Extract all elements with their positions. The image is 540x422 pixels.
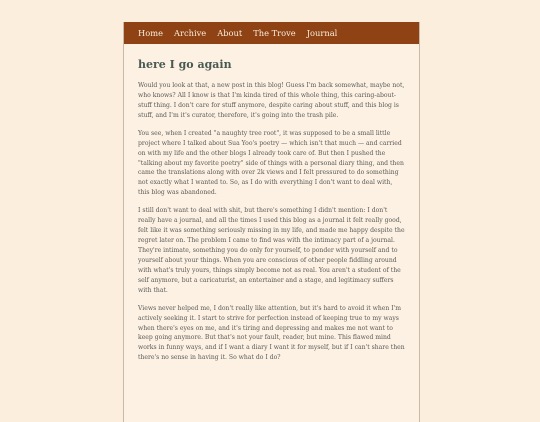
top-nav	[124, 22, 419, 44]
post-paragraph: You see, when I created "a naughty tree root", it was supposed to be a small little project where I talked about Sua Yoo's poetry — which isn't that much — and carried on with my life and the other blogs I already took care of. But then I pushed the "talking about my favorite poetry" side of things with a personal diary thing, and then came the translations along with over 2k views and I felt pressured to do something not exactly what I wanted to. So, as I do with everything I don't want to deal with, this blog was abandoned.	[138, 129, 404, 197]
post-paragraph: Would you look at that, a new post in this blog! Guess I'm back somewhat, maybe not, who knows? All I know is that I'm kinda tired of this whole thing, this caring-about-stuff thing. I don't care for stuff anymore, despite caring about stuff, and this blog is stuff, and I'm it's curator, therefore, it's going into the trash pile.	[138, 82, 405, 119]
nav-home-link[interactable]: Home	[138, 28, 164, 38]
nav-the-trove-link[interactable]: The Trove	[253, 28, 296, 38]
post-content	[124, 44, 419, 363]
post-title: here I go again	[138, 58, 232, 71]
post-paragraph: I still don't want to deal with shit, but there's something I didn't mention: I don't really have a journal, and all the times I used this blog as a journal it felt really good, felt like it was something seriously missing in my life, and made me happy despite the regret later on. The problem I came to find was with the intimacy part of a journal. They're intimate, something you do only for yourself, to ponder with yourself and to yourself about your things. When you are conscious of other people fiddling around with what's truly yours, things simply become not as real. You aren't a student of the self anymore, but a caricaturist, an entertainer and a stage, and legitimacy suffers with that.	[138, 207, 405, 294]
post-paragraph: Views never helped me, I don't really like attention, but it's hard to avoid it when I'm actively seeking it. I start to strive for perfection instead of keeping true to my ways when there's eyes on me, and it's tiring and depressing and makes me not want to keep going anymore. But that's not your fault, reader, but mine. This flawed mind works in funny ways, and if I want a diary I want it for myself, but if I can't share then there's no sense in having it. So what do I do?	[138, 304, 405, 362]
nav-journal-link[interactable]: Journal	[306, 28, 338, 38]
nav-archive-link[interactable]: Archive	[174, 28, 207, 38]
nav-about-link[interactable]: About	[217, 28, 243, 38]
blog-page	[123, 22, 420, 422]
